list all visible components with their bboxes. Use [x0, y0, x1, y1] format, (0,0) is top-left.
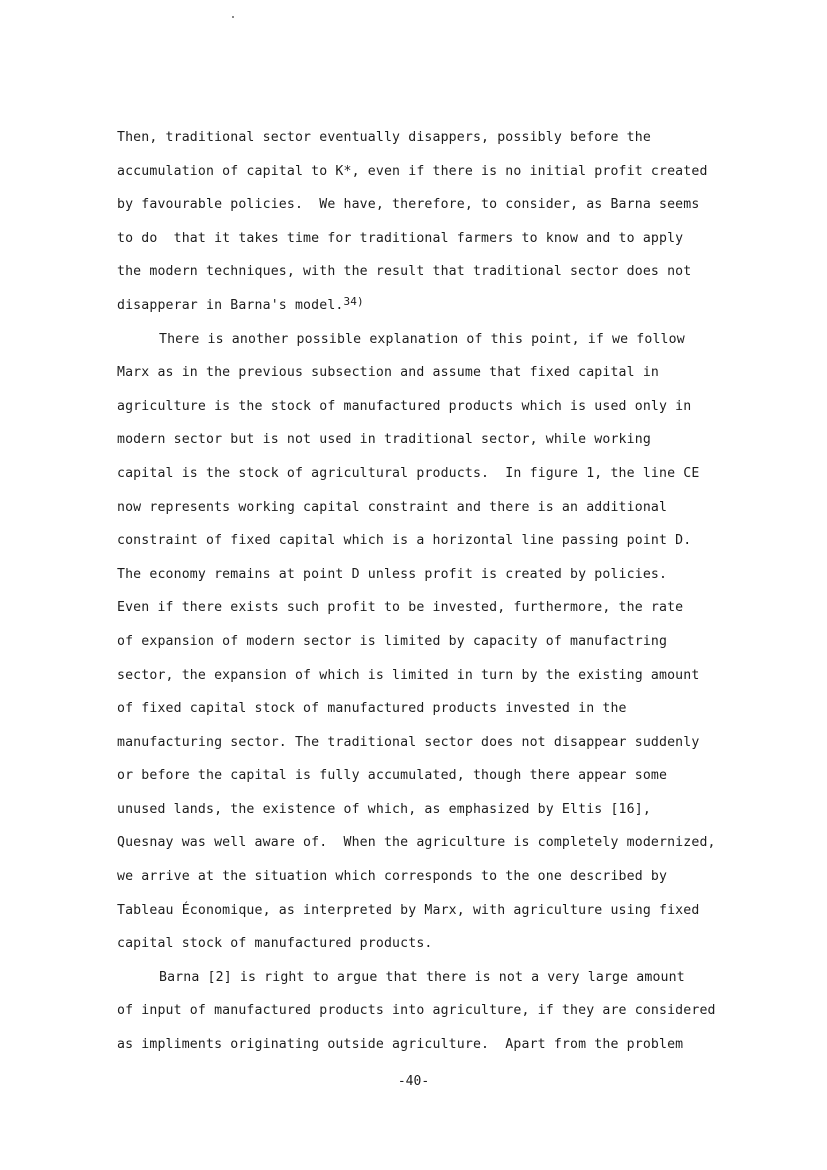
- text-line-15: Even if there exists such profit to be invested, furthermore, the rate: [117, 600, 684, 616]
- text-line-14: The economy remains at point D unless profit is created by policies.: [117, 566, 668, 582]
- text-line-8: Marx as in the previous subsection and assume that fixed capital in: [117, 365, 659, 381]
- page-number: -40-: [397, 1074, 430, 1089]
- footnote-ref: 34): [343, 294, 364, 308]
- text-line-3: by favourable policies. We have, therefore, to consider, as Barna seems: [117, 197, 700, 213]
- text-line-28: as impliments originating outside agriculture. Apart from the problem: [117, 1037, 684, 1053]
- text-line-9: agriculture is the stock of manufactured products which is used only in: [117, 398, 692, 414]
- text-line-25: capital stock of manufactured products.: [117, 936, 433, 952]
- text-line-13: constraint of fixed capital which is a horizontal line passing point D.: [117, 533, 692, 549]
- body-text: [117, 121, 777, 1062]
- text-line-23: we arrive at the situation which corresponds to the one described by: [117, 869, 668, 885]
- text-line-12: now represents working capital constraint and there is an additional: [117, 499, 668, 515]
- text-line-5: the modern techniques, with the result that traditional sector does not: [117, 264, 692, 280]
- text-line-20: or before the capital is fully accumulated, though there appear some: [117, 768, 668, 784]
- text-line-26: Barna [2] is right to argue that there is not a very large amount: [159, 969, 685, 985]
- text-line-6: [117, 289, 777, 323]
- text-line-11: capital is the stock of agricultural products. In figure 1, the line CE: [117, 465, 700, 481]
- text-line-7: There is another possible explanation of this point, if we follow: [159, 331, 685, 347]
- text-line-10: modern sector but is not used in traditional sector, while working: [117, 432, 651, 448]
- text-line-2: accumulation of capital to K*, even if there is no initial profit created: [117, 163, 708, 179]
- text-line-6-body: disapperar in Barna's model.: [117, 297, 344, 313]
- text-line-22: Quesnay was well aware of. When the agriculture is completely modernized,: [117, 835, 716, 851]
- text-line-19: manufacturing sector. The traditional sector does not disappear suddenly: [117, 734, 700, 750]
- text-line-24: Tableau Économique, as interpreted by Marx, with agriculture using fixed: [117, 902, 700, 918]
- text-line-27: of input of manufactured products into agriculture, if they are considered: [117, 1003, 716, 1019]
- text-line-16: of expansion of modern sector is limited by capacity of manufactring: [117, 633, 668, 649]
- text-line-4: to do that it takes time for traditional farmers to know and to apply: [117, 230, 684, 246]
- text-line-18: of fixed capital stock of manufactured products invested in the: [117, 701, 627, 717]
- text-line-17: sector, the expansion of which is limited in turn by the existing amount: [117, 667, 700, 683]
- scan-speck: [232, 16, 234, 18]
- text-line-21: unused lands, the existence of which, as emphasized by Eltis [16],: [117, 801, 651, 817]
- text-line-1: Then, traditional sector eventually disappers, possibly before the: [117, 130, 651, 145]
